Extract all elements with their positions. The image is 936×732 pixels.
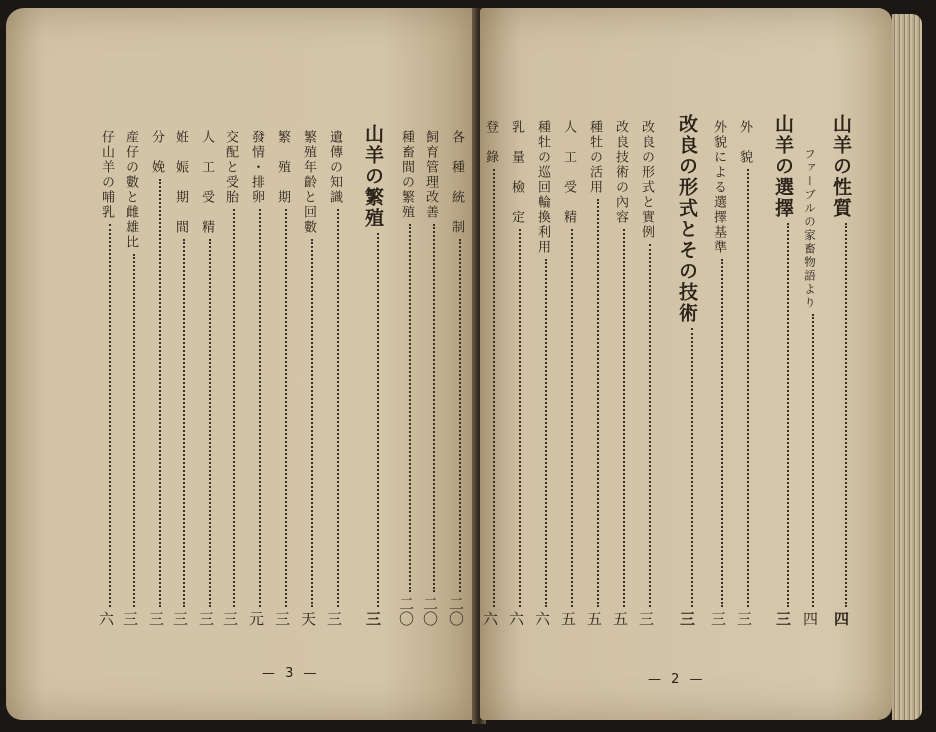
toc-page-number: 三 <box>637 611 655 626</box>
toc-entry <box>246 130 267 630</box>
toc-page-number: 三 <box>735 611 753 626</box>
leader-dots <box>812 314 814 607</box>
toc-entry-title: 改良の形式とその技術 <box>676 114 698 324</box>
leader-dots <box>845 223 847 607</box>
toc-page-number: 三 <box>709 611 727 626</box>
leader-dots <box>623 229 625 607</box>
toc-page-number: 元 <box>247 611 265 626</box>
toc-entry <box>674 114 701 630</box>
toc-page-number: 三 <box>147 611 165 626</box>
toc-page-number: 三 <box>171 611 189 626</box>
leader-dots <box>459 239 461 592</box>
toc-entry-title: 人 工 受 精 <box>199 130 214 235</box>
leader-dots <box>649 244 651 607</box>
leader-dots <box>597 199 599 607</box>
toc-page-number: 六 <box>97 611 115 626</box>
toc-entry-title: 種牡の活用 <box>587 120 602 195</box>
toc-entry-title: 外 貌 <box>737 120 752 165</box>
toc-entry-title: ファーブルの家畜物語より <box>803 148 817 310</box>
toc-entry <box>120 130 141 630</box>
toc-entry-title: 遺傳の知識 <box>327 130 342 205</box>
toc-page-number: 二〇 <box>397 596 415 626</box>
leader-dots <box>433 224 435 592</box>
leader-dots <box>209 239 211 607</box>
leader-dots <box>787 223 789 607</box>
toc-page-number: 三 <box>325 611 343 626</box>
toc-entry-title: 山羊の性質 <box>830 114 852 219</box>
toc-entry-title: 仔山羊の哺乳 <box>99 130 114 220</box>
toc-entry-title: 乳 量 檢 定 <box>509 120 524 225</box>
toc-entry-title: 交配と受胎 <box>223 130 238 205</box>
leader-dots <box>571 229 573 607</box>
toc-entry-title: 繁 殖 期 <box>275 130 290 205</box>
toc-entry <box>272 130 293 630</box>
toc-entry-title: 外貌による選擇基準 <box>711 120 726 255</box>
toc-entry <box>506 120 527 630</box>
toc-entry <box>480 120 501 630</box>
leader-dots <box>109 224 111 607</box>
toc-page-number: 三 <box>197 611 215 626</box>
toc-entry-title: 分 娩 <box>149 130 164 175</box>
toc-entry-title: 各 種 統 制 <box>449 130 464 235</box>
toc-entry <box>800 148 821 630</box>
toc-page-number: 三 <box>121 611 139 626</box>
toc-page-number: 三 <box>273 611 291 626</box>
toc-entry <box>146 130 167 630</box>
left-page-number: — 3 — <box>262 666 320 681</box>
leader-dots <box>159 179 161 607</box>
toc-page-number: 三 <box>364 611 382 626</box>
toc-entry <box>828 114 855 630</box>
leader-dots <box>691 328 693 607</box>
toc-entry <box>196 130 217 630</box>
toc-entry-title: 改良技術の內容 <box>613 120 628 225</box>
toc-entry <box>708 120 729 630</box>
leader-dots <box>545 259 547 607</box>
toc-page-number: 三 <box>221 611 239 626</box>
page-edges <box>892 14 922 720</box>
toc-entry-title: 姙 娠 期 間 <box>173 130 188 235</box>
leader-dots <box>747 169 749 607</box>
toc-entry <box>420 130 441 630</box>
toc-entry-title: 山羊の選擇 <box>772 114 794 219</box>
toc-entry <box>324 130 345 630</box>
toc-page-number: 三 <box>774 611 792 626</box>
leader-dots <box>311 239 313 607</box>
toc-entry-title: 飼育管理改善 <box>423 130 438 220</box>
toc-entry <box>360 124 387 630</box>
toc-entry-title: 登 錄 <box>483 120 498 165</box>
toc-entry <box>770 114 797 630</box>
leader-dots <box>285 209 287 607</box>
leader-dots <box>493 169 495 607</box>
leader-dots <box>183 239 185 607</box>
toc-entry-title: 種牡の巡回輪換利用 <box>535 120 550 255</box>
toc-page-number: 四 <box>801 611 819 626</box>
toc-entry <box>446 130 467 630</box>
toc-page-number: 二〇 <box>421 596 439 626</box>
toc-entry-title: 繁殖年齡と回數 <box>301 130 316 235</box>
toc-entry <box>610 120 631 630</box>
toc-page-number: 天 <box>299 611 317 626</box>
toc-page-number: 六 <box>507 611 525 626</box>
toc-entry-title: 發情・排卵 <box>249 130 264 205</box>
toc-entry <box>532 120 553 630</box>
leader-dots <box>133 254 135 607</box>
toc-entry <box>558 120 579 630</box>
toc-entry <box>220 130 241 630</box>
toc-entry-title: 種畜間の繁殖 <box>399 130 414 220</box>
toc-entry <box>584 120 605 630</box>
toc-page-number: 四 <box>832 611 850 626</box>
toc-page-number: 六 <box>481 611 499 626</box>
toc-entry <box>170 130 191 630</box>
leader-dots <box>409 224 411 592</box>
toc-page-number: 五 <box>559 611 577 626</box>
toc-entry <box>396 130 417 630</box>
toc-entry <box>636 120 657 630</box>
leader-dots <box>259 209 261 607</box>
toc-entry <box>298 130 319 630</box>
right-page-number: — 2 — <box>648 672 706 687</box>
leader-dots <box>233 209 235 607</box>
leader-dots <box>519 229 521 607</box>
toc-entry-title: 改良の形式と實例 <box>639 120 654 240</box>
toc-page-number: 五 <box>585 611 603 626</box>
toc-page-number: 二〇 <box>447 596 465 626</box>
leader-dots <box>377 233 379 607</box>
toc-entry <box>734 120 755 630</box>
leader-dots <box>337 209 339 607</box>
toc-entry-title: 山羊の繁殖 <box>362 124 384 229</box>
toc-page-number: 五 <box>611 611 629 626</box>
leader-dots <box>721 259 723 607</box>
toc-entry-title: 産仔の數と雌雄比 <box>123 130 138 250</box>
toc-page-number: 六 <box>533 611 551 626</box>
toc-entry <box>96 130 117 630</box>
toc-page-number: 三 <box>678 611 696 626</box>
toc-entry-title: 人 工 受 精 <box>561 120 576 225</box>
